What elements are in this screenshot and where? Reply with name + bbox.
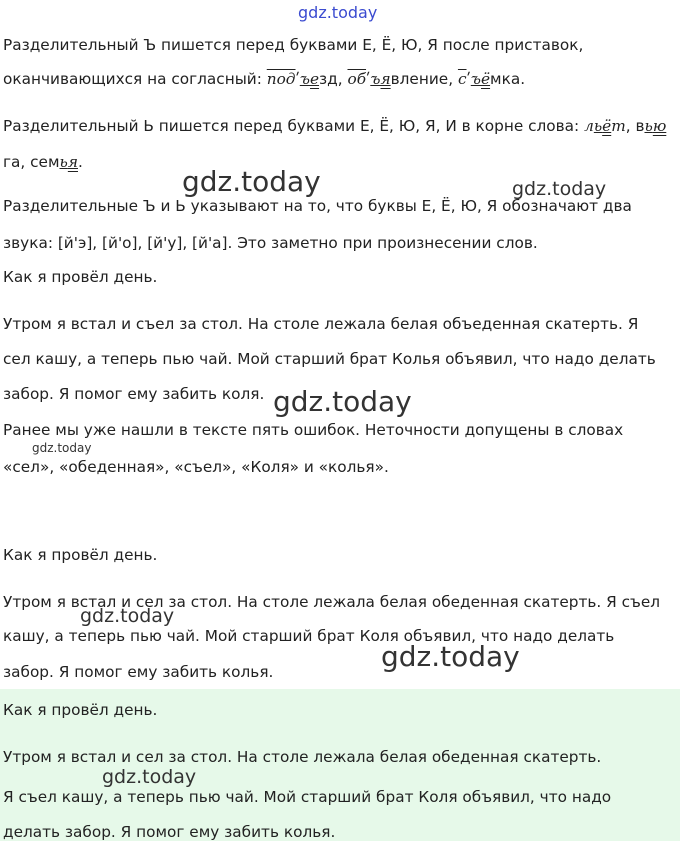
rule-2-end: .	[77, 153, 83, 171]
rule-1-line-2	[3, 70, 525, 88]
rule-3-line-1: Разделительные Ъ и Ь указывают на то, что буквы Е, Ё, Ю, Я обозначают два	[3, 197, 632, 215]
text-2-line-2: кашу, а теперь пью чай. Мой старший брат Коля объявил, что надо делать	[3, 627, 615, 645]
rule-2-prefix: Разделительный Ь пишется перед буквами Е, Ё, Ю, Я, И в корне слова:	[3, 117, 585, 135]
text-2-line-1: Утром я встал и сел за стол. На столе лежала белая обеденная скатерть. Я съел	[3, 593, 661, 611]
text-2-line-3: забор. Я помог ему забить колья.	[3, 663, 274, 681]
answer-line-3: делать забор. Я помог ему забить колья.	[3, 823, 336, 841]
example-word-4-b: т	[611, 117, 626, 135]
note-line-1: Ранее мы уже нашли в тексте пять ошибок. Неточности допущены в словах	[3, 421, 624, 439]
text-1-line-1: Утром я встал и съел за стол. На столе лежала белая объеденная скатерть. Я	[3, 315, 639, 333]
example-word-3-prefix: с	[457, 70, 467, 88]
watermark: gdz.today	[381, 640, 520, 673]
watermark: gdz.today	[273, 385, 412, 418]
rule-2-line-1	[3, 117, 666, 135]
watermark: gdz.today	[512, 178, 607, 200]
hard-sign-3: ъ	[470, 70, 481, 88]
watermark: gdz.today	[102, 766, 197, 788]
watermark: gdz.today	[32, 441, 92, 455]
hard-sign-2: ъ	[370, 70, 381, 88]
rule-2-line-2-text: га, сем	[3, 153, 60, 171]
vowel-4: ё	[602, 117, 612, 135]
prefix-mark: ʹ	[295, 70, 300, 88]
note-line-2: «сел», «обеденная», «съел», «Коля» и «колья».	[3, 458, 389, 476]
soft-sign-2: ь	[644, 117, 653, 135]
vowel-1: е	[309, 70, 320, 88]
separator: , в	[625, 117, 645, 135]
answer-line-2: Я съел кашу, а теперь пью чай. Мой старший брат Коля объявил, что надо	[3, 788, 612, 806]
answer-line-1: Утром я встал и сел за стол. На столе лежала белая обеденная скатерть.	[3, 748, 602, 766]
text-2-title: Как я провёл день.	[3, 546, 158, 564]
vowel-3: ё	[480, 70, 491, 88]
vowel-2: я	[380, 70, 391, 88]
example-word-2-prefix: об	[347, 70, 367, 88]
prefix-mark: ʹ	[366, 70, 371, 88]
answer-title: Как я провёл день.	[3, 701, 158, 719]
soft-sign-1: ь	[593, 117, 603, 135]
prefix-mark: ʹ	[466, 70, 471, 88]
rule-1-line-1: Разделительный Ъ пишется перед буквами Е, Ё, Ю, Я после приставок,	[3, 36, 584, 54]
example-word-1-prefix: под	[266, 70, 296, 88]
vowel-6: я	[67, 153, 78, 171]
example-word-2-rest: вление,	[390, 70, 458, 88]
example-word-3-rest: мка.	[490, 70, 526, 88]
text-1-line-2: сел кашу, а теперь пью чай. Мой старший брат Колья объявил, что надо делать	[3, 350, 656, 368]
vowel-5: ю	[652, 117, 667, 135]
text-1-line-3: забор. Я помог ему забить коля.	[3, 385, 265, 403]
example-word-1-rest: зд,	[319, 70, 348, 88]
hard-sign-1: ъ	[299, 70, 310, 88]
rule-2-line-2	[3, 153, 83, 171]
rule-3-line-2: звука: [й'э], [й'о], [й'у], [й'а]. Это заметно при произнесении слов.	[3, 234, 538, 252]
top-watermark: gdz.today	[298, 3, 378, 22]
soft-sign-3: ь	[59, 153, 68, 171]
rule-1-prefix: оканчивающихся на согласный:	[3, 70, 267, 88]
text-1-title: Как я провёл день.	[3, 268, 158, 286]
example-word-4-a: л	[584, 117, 594, 135]
watermark: gdz.today	[80, 605, 175, 627]
watermark: gdz.today	[182, 165, 321, 198]
